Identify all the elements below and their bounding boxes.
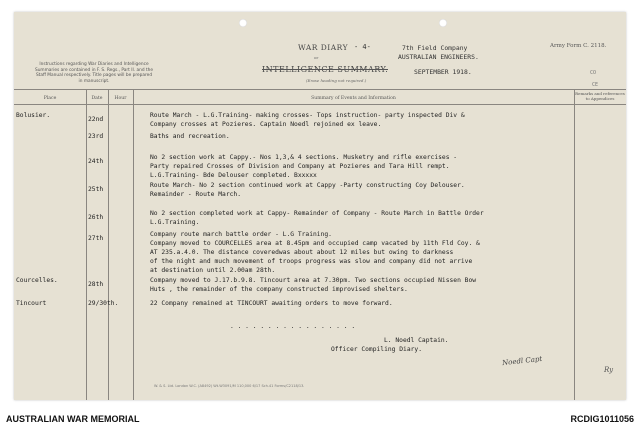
entry-text-line: No 2 section work at Cappy.- Nos 1,3,& 4 sections. Musketry and rifle exercises - [150,154,458,161]
entry-text-line: of the night and much movement of troops progress was slow and company did not arrive [150,258,473,265]
intelligence-summary-heading [262,65,388,74]
entry-text-line: AT 235.a.4.0. The distance coveredwas about about 12 miles but owing to darkness [150,249,454,256]
column-divider [574,89,575,400]
entry-date: 24th [88,158,104,165]
entry-text-line: Remainder - Route March. [150,191,241,198]
column-header-remarks: Remarks and references to Appendices [575,91,625,101]
column-header-place: Place [43,96,57,101]
unit-name: 7th Field Company [402,44,468,52]
entry-date: 26th [88,214,104,221]
entry-text-line: No 2 section completed work at Cappy- Remainder of Company - Route March in Battle Order [150,210,484,217]
margin-mark: CO [590,70,597,76]
entry-text-line: at destination until 2.00am 28th. [150,267,276,274]
page-number: - 4- [354,43,371,51]
signature-dots: . . . . . . . . . . . . . . . . . [230,323,356,330]
table-top-rule [14,89,626,90]
entry-place: Tincourt [16,300,47,307]
form-or: or [314,55,319,60]
margin-mark: CE [592,82,599,88]
entry-text-line: Huts , the remainder of the company constructed improvised shelters. [150,286,408,293]
signature-name: L. Noedl Captain. [384,337,449,344]
entry-text-line: Company moved to J.17.b.9.8. Tincourt area at 7.30pm. Two sections occupied Nissen Bow [150,277,477,284]
column-header-date: Date [91,96,103,101]
entry-text-line: L.G.Training- Bde Delouser completed. Bxxxxx [150,172,317,179]
entry-text-line: 22 Company remained at TINCOURT awaiting orders to move forward. [150,300,393,307]
entry-text-line: Party repaired Crosses of Division and Company at Pozieres and Tara Hill rempt. [150,163,450,170]
army-form-number: Army Form C. 2118. [550,43,607,49]
entry-text-line: Baths and recreation. [150,133,230,140]
entry-place: Courcelles. [16,277,58,284]
signature-role: Officer Compiling Diary. [331,346,422,353]
handwritten-mark: Ry [604,366,614,374]
entry-text-line: Route March- No 2 section continued work at Cappy -Party constructing Coy Delouser. [150,182,465,189]
diary-month: SEPTEMBER 1918. [414,68,472,76]
entry-date: 28th [88,281,104,288]
table-header-rule [14,104,626,105]
entry-text-line: Company route march battle order - L.G Training. [150,231,332,238]
entry-date: 27th [88,235,104,242]
column-header-hour: Hour [114,96,127,101]
entry-text-line: Company crosses at Pozieres. Captain Noedl rejoined ex leave. [150,121,382,128]
diary-sheet [14,12,626,400]
handwritten-signature: Noedl Capt [501,354,543,368]
entry-text-line: L.G.Training. [150,219,200,226]
erase-note: (Erase heading not required.) [306,78,367,83]
instructions-text: Instructions regarding War Diaries and Intelligence Summaries are contained in F. S. Regs., Part II. and the Staff Manual respectively. Title pages will be prepared in manuscript. [34,62,154,84]
form-title: WAR DIARY [298,43,349,52]
unit-corps: AUSTRALIAN ENGINEERS. [398,53,479,61]
entry-date: 25th [88,186,104,193]
punch-hole [439,19,447,27]
entry-date: 29/30th. [88,300,119,307]
column-divider [133,89,134,400]
entry-place: Bolusier. [16,112,51,119]
entry-date: 23rd [88,133,104,140]
printer-imprint: W. & S. Ltd. London W.C. (A8492) Wt.W3091/M 110,000 6/17 Sch.41 Forms/C2118/13. [154,384,305,388]
entry-date: 22nd [88,116,104,123]
entry-text-line: Company moved to COURCELLES area at 8.45pm and occupied camp vacated by 11th Fld Coy. & [150,240,480,247]
archive-name: AUSTRALIAN WAR MEMORIAL [6,414,140,424]
entry-text-line: Route March - L.G.Training- making crosses- Tops instruction- party inspected Div & [150,112,465,119]
punch-hole [239,19,247,27]
column-divider [86,89,87,400]
archive-reference: RCDIG1011056 [570,414,634,424]
strikethrough [262,69,388,70]
column-header-summary: Summary of Events and Information [311,96,396,101]
